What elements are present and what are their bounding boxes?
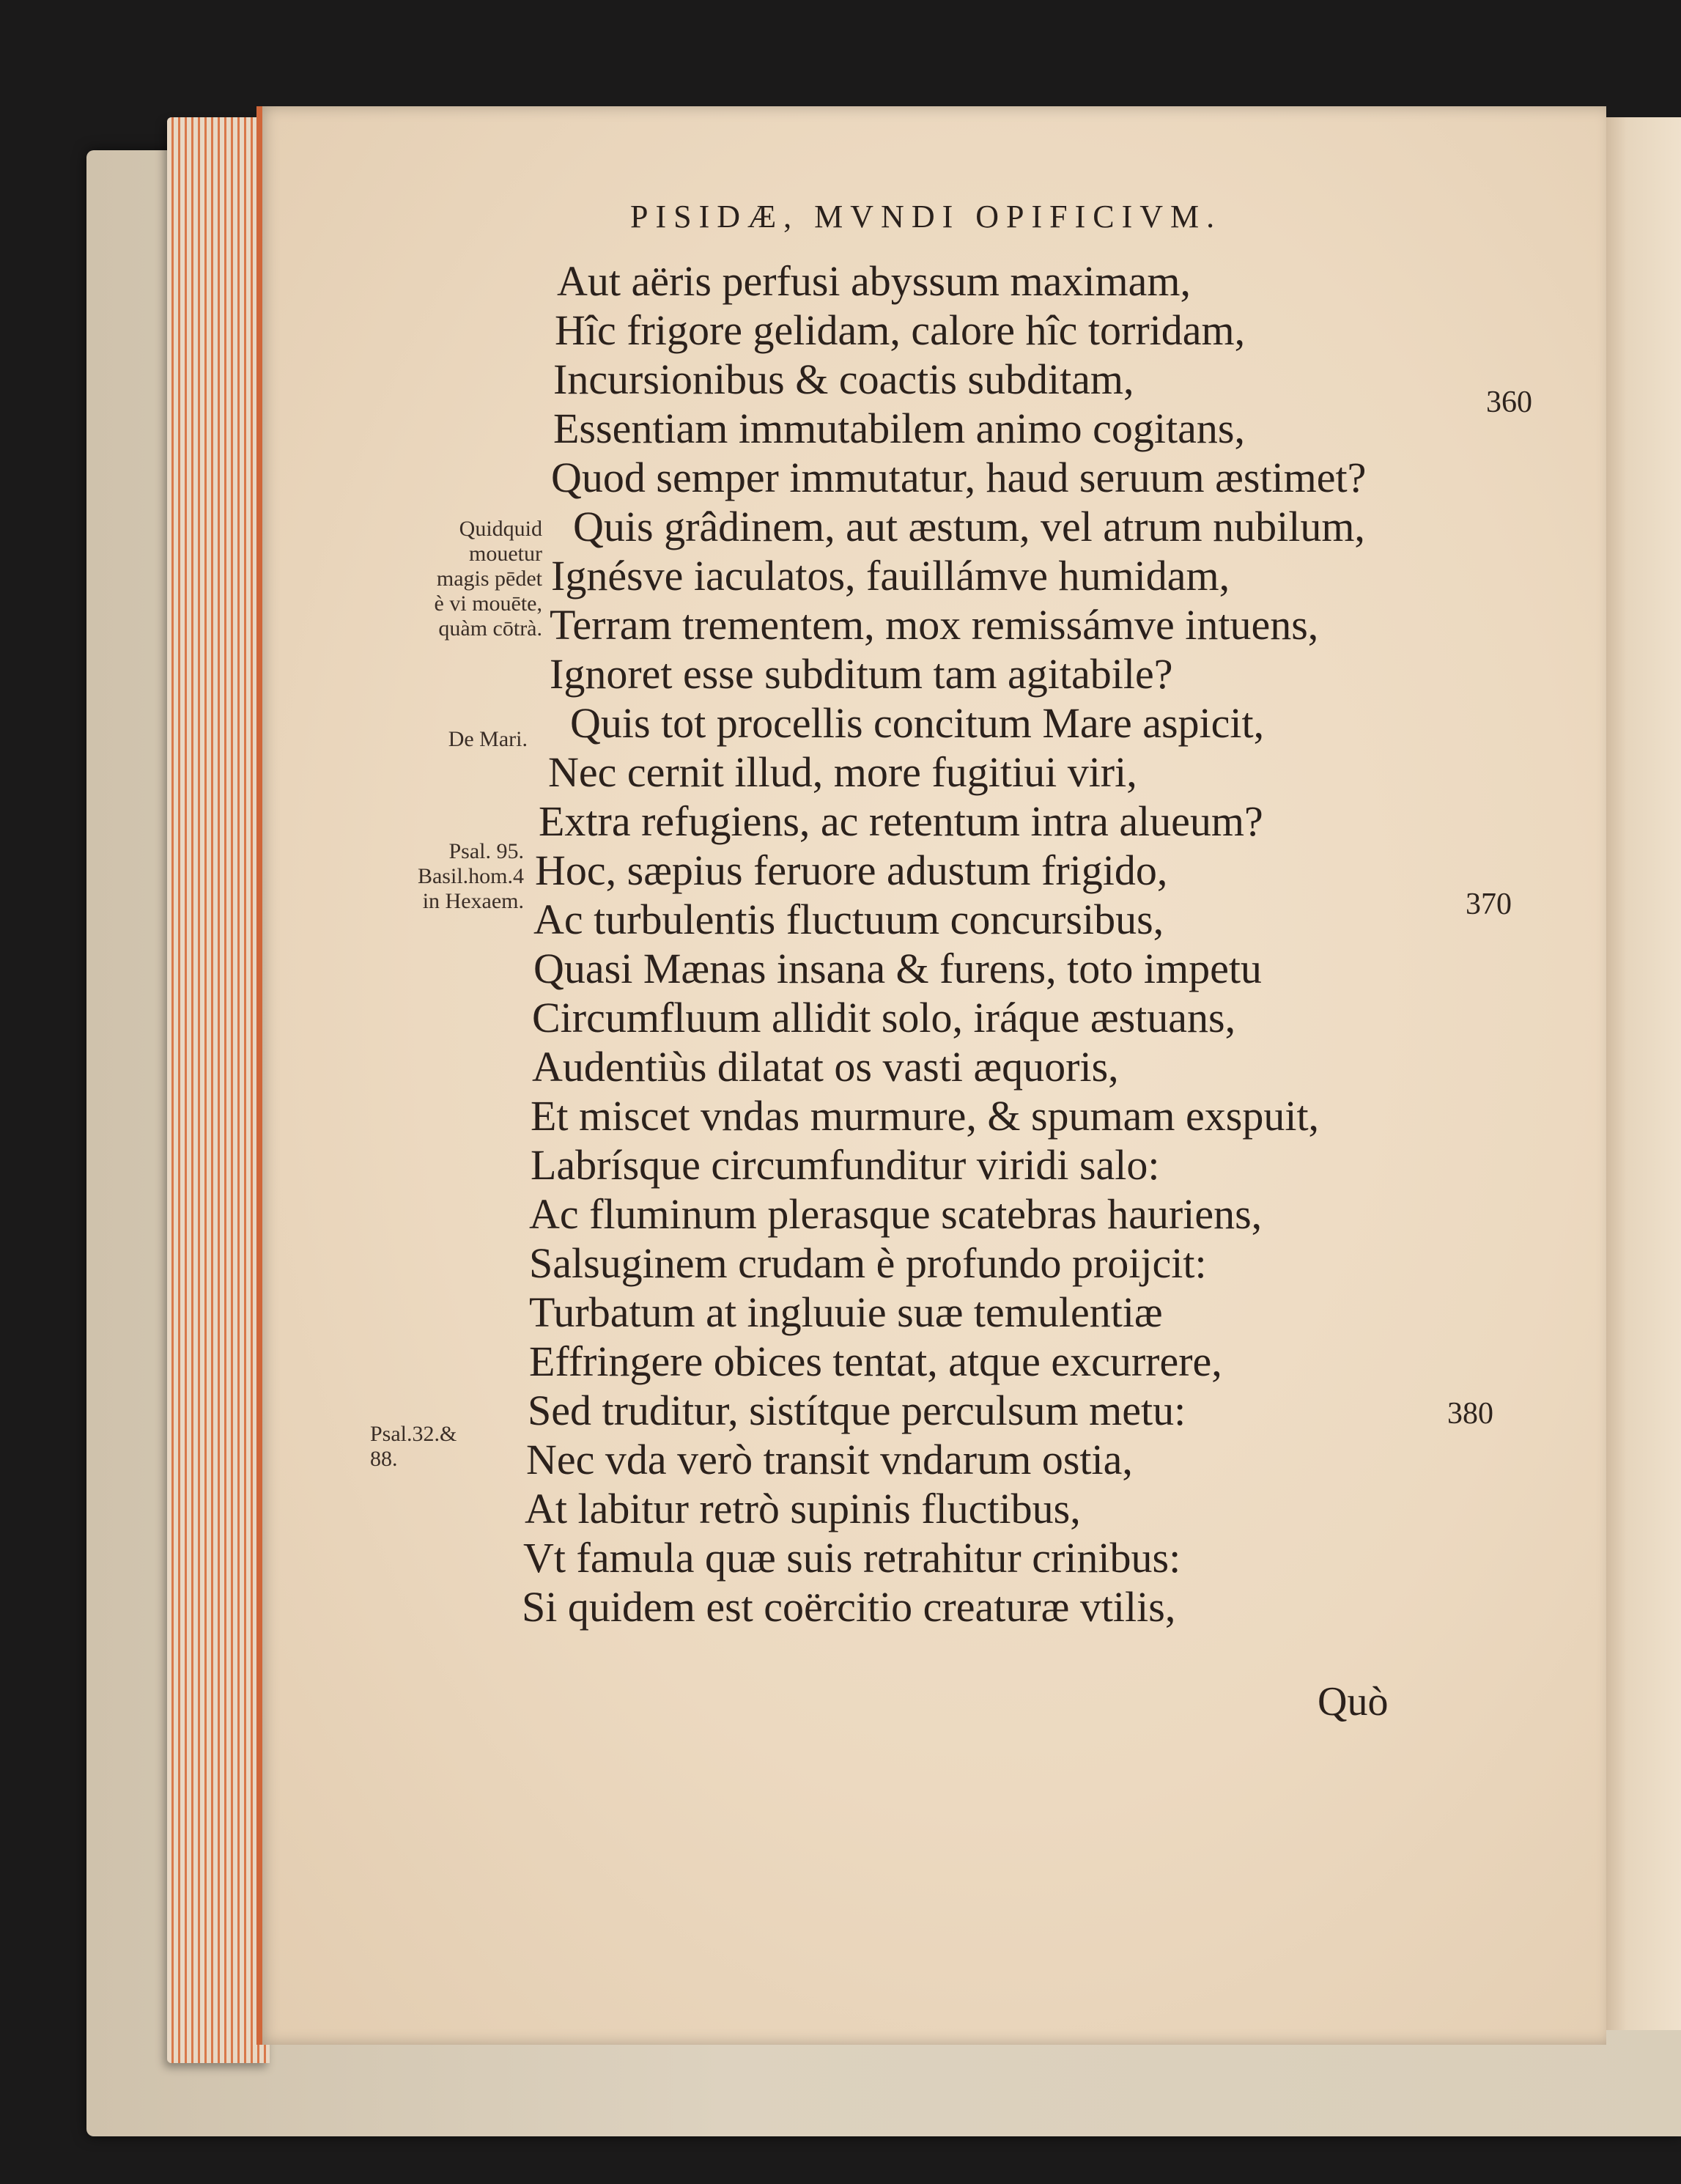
verse-line: Ignoret esse subditum tam agitabile? — [550, 650, 1173, 698]
verse-line: Extra refugiens, ac retentum intra alueum? — [539, 797, 1263, 845]
marginal-note: De Mari. — [448, 727, 528, 751]
line-number: 380 — [1447, 1397, 1493, 1431]
verse-line: Terram trementem, mox remissámve intuens, — [550, 601, 1319, 649]
verse-line: Turbatum at ingluuie suæ temulentiæ — [529, 1288, 1163, 1336]
marginal-note: Psal. 95. Basil.hom.4 in Hexaem. — [417, 839, 524, 913]
verse-line: Effringere obices tentat, atque excurrere, — [529, 1338, 1222, 1385]
verse-line: Et miscet vndas murmure, & spumam exspuit, — [531, 1092, 1320, 1140]
verse-line: Circumfluum allidit solo, iráque æstuans, — [532, 994, 1236, 1041]
verse-line: Audentiùs dilatat os vasti æquoris, — [532, 1043, 1119, 1091]
verse-line: Hîc frigore gelidam, calore hîc torridam, — [555, 306, 1246, 354]
verse-line: Hoc, sæpius feruore adustum frigido, — [535, 846, 1168, 894]
verse-line: Quis tot procellis concitum Mare aspicit, — [570, 699, 1265, 747]
verse-line: Si quidem est coërcitio creaturæ vtilis, — [522, 1583, 1176, 1631]
verse-line: Aut aëris perfusi abyssum maximam, — [557, 257, 1191, 305]
verse-line: Ac fluminum plerasque scatebras hauriens, — [529, 1190, 1263, 1238]
verse-line: Incursionibus & coactis subditam, — [553, 355, 1134, 403]
marginal-note: Quidquid mouetur magis pēdet è vi mouēte, quàm cōtrà. — [434, 517, 542, 641]
running-head: PISIDÆ, MVNDI OPIFICIVM. — [630, 199, 1222, 235]
marginal-note: Psal.32.& 88. — [370, 1422, 457, 1471]
verse-line: Quod semper immutatur, haud seruum æstimet? — [551, 454, 1367, 501]
catchword: Quò — [1318, 1679, 1389, 1724]
verse-line: Labrísque circumfunditur viridi salo: — [531, 1141, 1160, 1189]
verse-line: Quis grâdinem, aut æstum, vel atrum nubilum, — [573, 503, 1365, 550]
verse-line: Ac turbulentis fluctuum concursibus, — [533, 896, 1164, 943]
verse-line: Vt famula quæ suis retrahitur crinibus: — [523, 1534, 1181, 1582]
verse-line: Quasi Mænas insana & furens, toto impetu — [533, 945, 1262, 992]
verse-line: Ignésve iaculatos, fauillámve humidam, — [551, 552, 1230, 600]
verse-line: Nec vda verò transit vndarum ostia, — [526, 1436, 1133, 1483]
verse-line: Essentiam immutabilem animo cogitans, — [553, 405, 1245, 452]
line-number: 360 — [1486, 385, 1532, 419]
facing-page-edge — [1603, 117, 1681, 2030]
red-edge — [256, 106, 262, 2045]
verse-line: Sed truditur, sistítque perculsum metu: — [528, 1387, 1186, 1434]
line-number: 370 — [1466, 888, 1512, 921]
verse-line: Salsuginem crudam è profundo proijcit: — [529, 1239, 1207, 1287]
verse-line: At labitur retrò supinis fluctibus, — [525, 1485, 1081, 1532]
verse-line: Nec cernit illud, more fugitiui viri, — [548, 748, 1137, 796]
page-edges — [167, 117, 270, 2063]
